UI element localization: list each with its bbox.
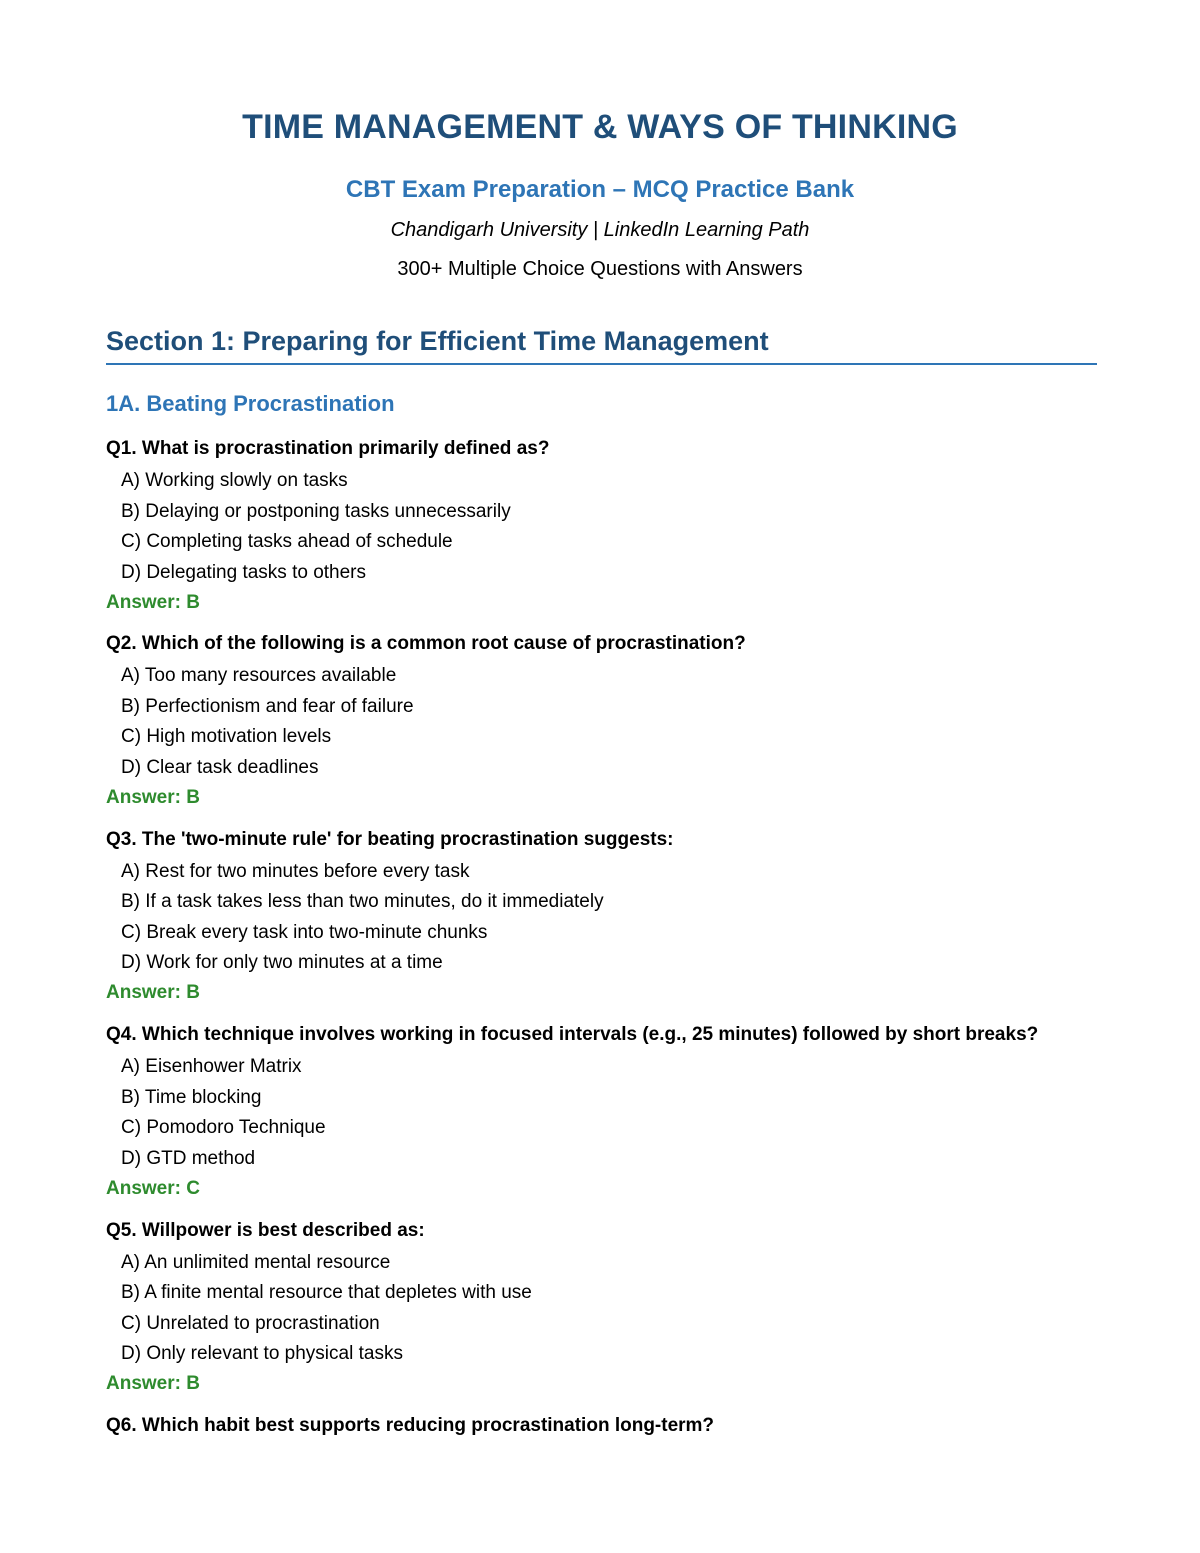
option-a: A) An unlimited mental resource bbox=[121, 1251, 391, 1273]
option-b: B) Time blocking bbox=[121, 1086, 262, 1108]
question-block bbox=[106, 1218, 1106, 1413]
option-d: D) Only relevant to physical tasks bbox=[121, 1343, 403, 1365]
document-subtitle: CBT Exam Preparation – MCQ Practice Bank bbox=[345, 176, 855, 203]
answer-label: Answer: B bbox=[106, 591, 200, 613]
section-heading: Section 1: Preparing for Efficient Time Management bbox=[106, 326, 1097, 365]
option-a: A) Too many resources available bbox=[121, 665, 397, 687]
question-block bbox=[106, 827, 1106, 1022]
question-text: Q5. Willpower is best described as: bbox=[106, 1219, 425, 1241]
option-b: B) Delaying or postponing tasks unnecessarily bbox=[121, 500, 511, 522]
question-block bbox=[106, 1022, 1106, 1217]
option-d: D) Work for only two minutes at a time bbox=[121, 952, 443, 974]
tagline: 300+ Multiple Choice Questions with Answers bbox=[397, 258, 803, 280]
question-list bbox=[106, 436, 1106, 1553]
answer-label: Answer: B bbox=[106, 982, 200, 1004]
answer-label: Answer: B bbox=[106, 786, 200, 808]
question-block bbox=[106, 436, 1106, 631]
subsection-heading: 1A. Beating Procrastination bbox=[106, 391, 395, 416]
option-c: C) Completing tasks ahead of schedule bbox=[121, 531, 453, 552]
question-block bbox=[106, 631, 1106, 826]
institution-line: Chandigarh University | LinkedIn Learning Path bbox=[390, 219, 810, 241]
option-d: D) GTD method bbox=[121, 1147, 256, 1169]
question-text: Q6. Which habit best supports reducing procrastination long-term? bbox=[106, 1414, 715, 1436]
option-d: D) Delegating tasks to others bbox=[121, 561, 367, 583]
document-title: TIME MANAGEMENT & WAYS OF THINKING bbox=[242, 108, 958, 146]
question-text: Q3. The 'two-minute rule' for beating procrastination suggests: bbox=[106, 828, 674, 850]
answer-label: Answer: B bbox=[106, 1373, 200, 1395]
option-a: A) Working slowly on tasks bbox=[121, 470, 348, 491]
question-text: Q2. Which of the following is a common root cause of procrastination? bbox=[106, 633, 746, 655]
option-a: A) Eisenhower Matrix bbox=[121, 1056, 302, 1078]
option-b: B) Perfectionism and fear of failure bbox=[121, 695, 414, 717]
question-text: Q1. What is procrastination primarily defined as? bbox=[106, 438, 550, 459]
option-b: B) A finite mental resource that depletes with use bbox=[121, 1282, 532, 1304]
option-c: C) Unrelated to procrastination bbox=[121, 1312, 380, 1334]
option-d: D) Clear task deadlines bbox=[121, 756, 319, 778]
question-block bbox=[106, 1413, 1106, 1553]
question-text: Q4. Which technique involves working in focused intervals (e.g., 25 minutes) followed by short breaks? bbox=[106, 1024, 1039, 1046]
option-c: C) Break every task into two-minute chunks bbox=[121, 921, 488, 943]
option-c: C) High motivation levels bbox=[121, 726, 332, 748]
option-c: C) Pomodoro Technique bbox=[121, 1117, 326, 1139]
answer-label: Answer: C bbox=[106, 1177, 200, 1199]
option-a: A) Rest for two minutes before every task bbox=[121, 860, 470, 882]
option-b: B) If a task takes less than two minutes, do it immediately bbox=[121, 891, 604, 913]
